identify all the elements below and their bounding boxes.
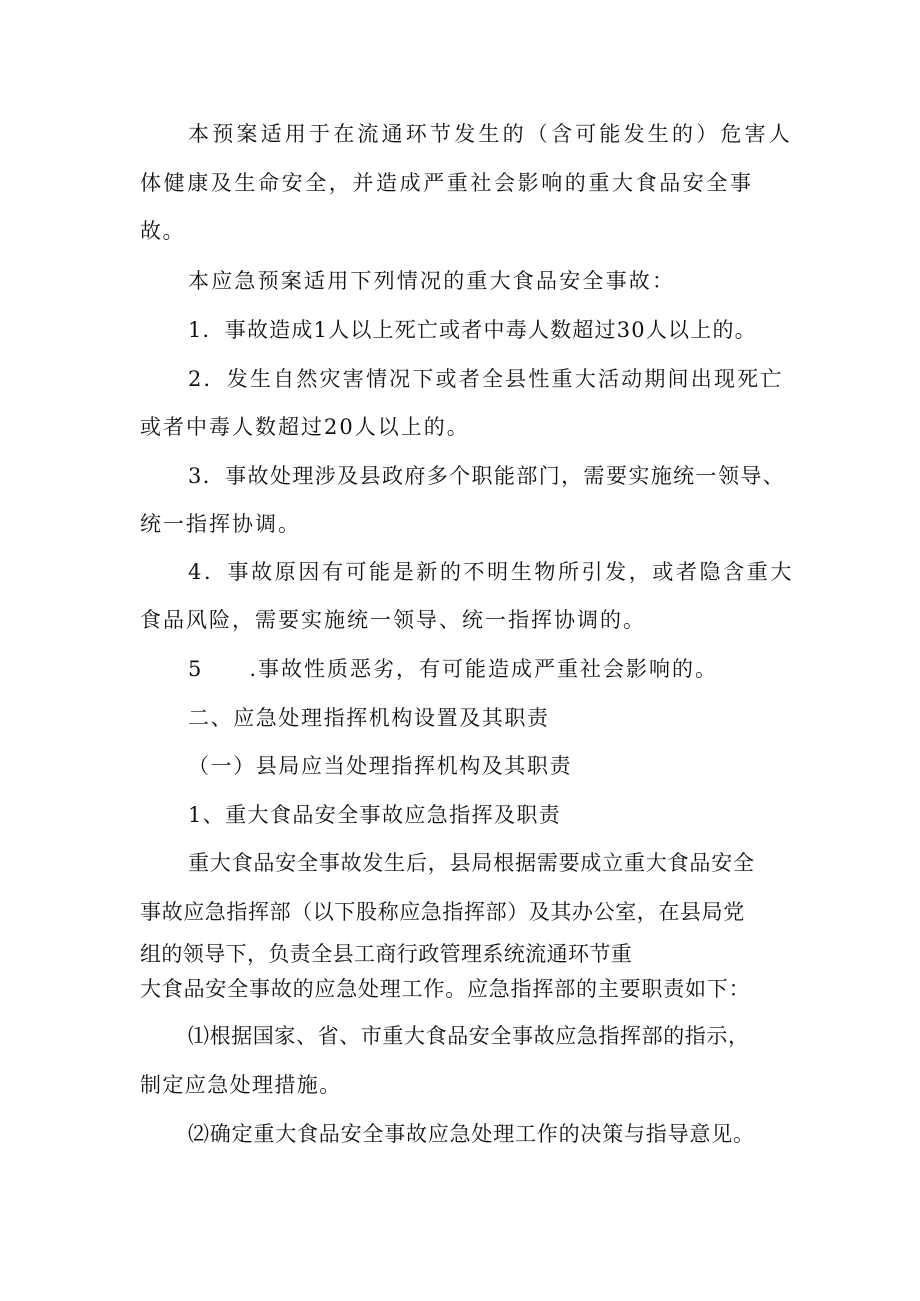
list-item-line: 制定应急处理措施。 xyxy=(140,1073,342,1097)
subsection-heading: （一）县局应当处理指挥机构及其职责 xyxy=(188,754,573,778)
paragraph-line: 体健康及生命安全，并造成严重社会影响的重大食品安全事 xyxy=(140,171,754,195)
paragraph-line: 本预案适用于在流通环节发生的（含可能发生的）危害人 xyxy=(188,122,793,146)
list-item-line: 1．事故造成1人以上死亡或者中毒人数超过30人以上的。 xyxy=(188,318,757,342)
list-item-line: 2．发生自然灾害情况下或者全县性重大活动期间出现死亡 xyxy=(188,367,784,391)
list-item-line: ⑵确定重大食品安全事故应急处理工作的决策与指导意见。 xyxy=(188,1122,755,1146)
section-heading: 二、应急处理指挥机构设置及其职责 xyxy=(188,706,550,730)
paragraph-line: 故。 xyxy=(140,219,185,243)
paragraph-line: 事故应急指挥部（以下股称应急指挥部）及其办公室，在县局党 xyxy=(140,900,745,924)
paragraph-line: 组的领导下，负责全县工商行政管理系统流通环节重 xyxy=(140,942,633,966)
paragraph-line: 大食品安全事故的应急处理工作。应急指挥部的主要职责如下： xyxy=(140,977,751,1001)
list-item-line: 5 .事故性质恶劣，有可能造成严重社会影响的。 xyxy=(188,657,719,681)
list-item-line: 或者中毒人数超过20人以上的。 xyxy=(140,415,470,439)
paragraph-line: 重大食品安全事故发生后，县局根据需要成立重大食品安全 xyxy=(188,851,755,875)
list-item-line: 统一指挥协调。 xyxy=(140,512,301,536)
paragraph-line: 本应急预案适用下列情况的重大食品安全事故： xyxy=(188,269,676,293)
list-item-line: 食品风险，需要实施统一领导、统一指挥协调的。 xyxy=(140,608,646,632)
list-item-line: 3．事故处理涉及县政府多个职能部门，需要实施统一领导、 xyxy=(188,464,786,488)
list-item-line: 4．事故原因有可能是新的不明生物所引发，或者隐含重大 xyxy=(188,560,794,584)
list-item-line: ⑴根据国家、省、市重大食品安全事故应急指挥部的指示， xyxy=(188,1024,750,1048)
subsection-heading: 1、重大食品安全事故应急指挥及职责 xyxy=(188,803,562,827)
